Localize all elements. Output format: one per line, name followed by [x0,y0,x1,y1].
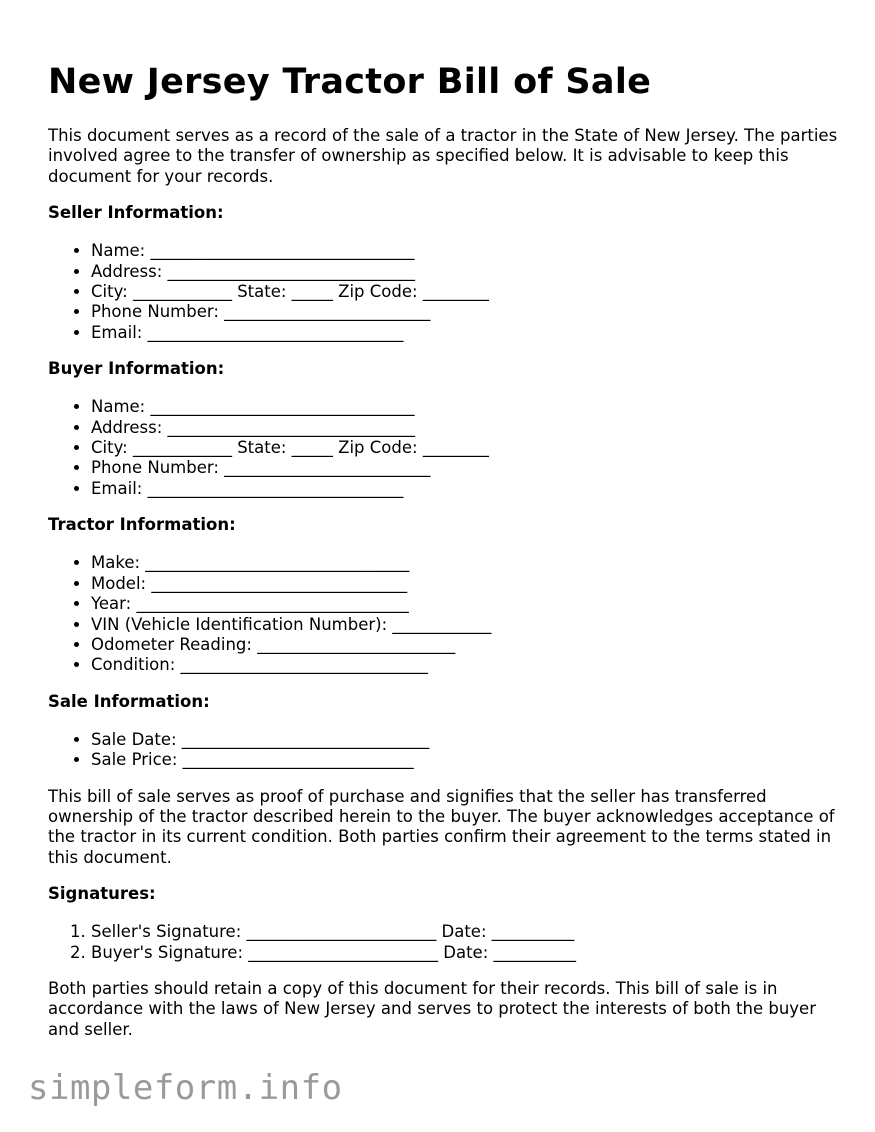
tractor-make-field: • Make: ________________________________ [91,553,838,573]
sale-date-field: • Sale Date: ______________________________ [91,730,838,750]
signatures-heading: Signatures: [48,884,156,904]
seller-email-field: • Email: _______________________________ [91,323,838,343]
tractor-year-field: • Year: _________________________________ [91,594,838,614]
seller-city-state-zip-field: • City: ____________ State: _____ Zip Code: ________ [91,282,838,302]
seller-phone-field: • Phone Number: _________________________ [91,302,838,322]
buyer-heading: Buyer Information: [48,359,225,379]
tractor-vin-field: • VIN (Vehicle Identification Number): ____________ [91,615,838,635]
watermark: simpleform.info [28,1068,343,1108]
tractor-heading: Tractor Information: [48,515,236,535]
buyer-name-field: • Name: ________________________________ [91,397,838,417]
buyer-email-field: • Email: _______________________________ [91,479,838,499]
sale-price-field: • Sale Price: ____________________________ [91,750,838,770]
signatures-list [48,922,838,963]
seller-signature-field: 1. Seller's Signature: _______________________ Date: __________ [91,922,838,942]
seller-name-field: • Name: ________________________________ [91,241,838,261]
buyer-phone-field: • Phone Number: _________________________ [91,458,838,478]
sale-heading: Sale Information: [48,691,210,711]
seller-address-field: • Address: ______________________________ [91,262,838,282]
sale-list [48,730,838,771]
buyer-address-field: • Address: ______________________________ [91,418,838,438]
intro-paragraph: This document serves as a record of the sale of a tractor in the State of New Jersey. The parties involved agree to the transfer of ownership as specified below. It is advisable to keep this document for your records. [48,126,838,186]
document-page [48,0,838,1056]
seller-heading: Seller Information: [48,203,224,223]
tractor-odometer-field: • Odometer Reading: ________________________ [91,635,838,655]
seller-list [48,241,838,343]
page-title: New Jersey Tractor Bill of Sale [48,62,652,102]
closing-paragraph: Both parties should retain a copy of this document for their records. This bill of sale is in accordance with the laws of New Jersey and serves to protect the interests of both the buyer and seller. [48,978,816,1039]
tractor-list [48,553,838,675]
proof-paragraph: This bill of sale serves as proof of purchase and signifies that the seller has transferred ownership of the tractor described herein to the buyer. The buyer acknowledges acceptance of the tractor in its current condition. Both parties confirm their agreement to the terms stated in this document. [48,786,835,867]
buyer-list [48,397,838,499]
tractor-condition-field: • Condition: ______________________________ [91,655,838,675]
buyer-signature-field: 2. Buyer's Signature: _______________________ Date: __________ [91,943,838,963]
tractor-model-field: • Model: _______________________________ [91,574,838,594]
buyer-city-state-zip-field: • City: ____________ State: _____ Zip Code: ________ [91,438,838,458]
